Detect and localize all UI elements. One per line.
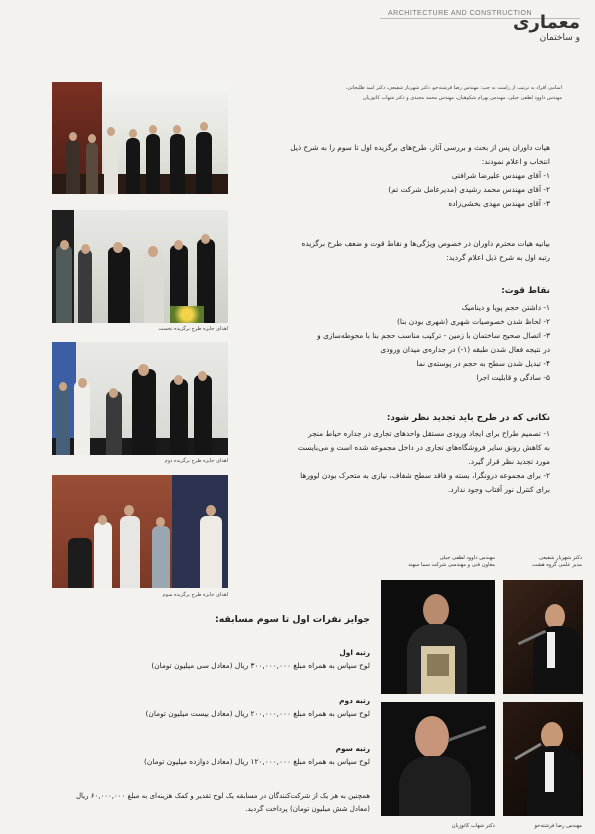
statement-line-1: بیانیه هیات محترم داوران در خصوص ویژگی‌ها و نقاط قوت و ضعف طرح برگزیده [301,239,550,248]
award-photo-first [52,210,228,323]
portrait-caption-fereshtehkhou: مهندس رضا فرشته‌خو [534,823,582,829]
revision-item: ۱- تصمیم طراح برای ایجاد ورودی مستقل واحدهای تجاری در جداره حیاط منجر [308,429,550,438]
revision-item: مورد تجدید نظر قرار گیرد. [468,457,550,466]
portrait-shafiei [503,580,583,694]
award-photo-second-caption: اهدای جایزه طرح برگزیده دوم [164,458,228,464]
revisions-title: نکاتی که در طرح باید تجدید نظر شود: [386,413,550,423]
strength-item: ۵- سادگی و قابلیت اجرا [476,373,550,382]
portrait-caption-shafiei [500,555,582,569]
strength-item: در نتیجه فعال شدن طبقه (۱-) در جداره‌ی میدان ورودی [380,345,550,354]
caption-line-2: مهندس داوود لطفی جیلی، مهندس بهرام شکوهیان، مهندس محمد مجیدی و دکتر شهاب کاتوزیان [362,95,562,101]
portrait-fereshtehkhou [503,702,583,816]
prize-rank-text: لوح سپاس به همراه مبلغ ۳۰۰,۰۰۰,۰۰۰ ریال (معادل سی میلیون تومان) [151,661,370,670]
intro-line-2: انتخاب و اعلام نمودند: [481,157,550,166]
award-photo-third-caption: اهدای جایزه طرح برگزیده سوم [162,592,228,598]
prize-rank-text: لوح سپاس به همراه مبلغ ۲۰۰,۰۰۰,۰۰۰ ریال (معادل بیست میلیون تومان) [145,709,370,718]
strength-item: ۴- تبدیل شدن سطح به حجم در پوسته‌ی نما [416,359,550,368]
strength-item: ۳- اتصال صحیح ساختمان با زمین - ترکیب مناسب حجم بنا با محوطه‌سازی و [317,331,550,340]
revision-item: به کاهش رونق سایر فروشگاه‌های تجاری در داخل مجموعه شده است و می‌بایست [297,443,550,452]
prizes-title: جوایز نفرات اول تا سوم مسابقه: [214,614,370,625]
prize-rank-text: لوح سپاس به همراه مبلغ ۱۲۰,۰۰۰,۰۰۰ ریال (معادل دوازده میلیون تومان) [144,757,370,766]
prizes-footer [52,790,370,816]
statement-line-2: رتبه اول به شرح ذیل اعلام گردید: [446,253,550,262]
strength-item: ۱- داشتن حجم پویا و دینامیک [461,303,550,312]
portrait-katouzian [381,702,495,816]
prizes-footer-line-1: همچنین به هر یک از شرکت‌کنندگان در مسابقه یک لوح تقدیر و کمک هزینه‌ای به مبلغ ۶۰,۰۰۰,۰۰۰ ریال [75,792,370,800]
award-photo-third [52,475,228,588]
revisions-section [250,411,550,497]
revision-item: ۲- برای مجموعه درونگرا، بسته و فاقد سطح شفاف، نیازی به متحرک بودن لوورها [300,471,550,480]
portrait-name: دکتر شهریار شفیعی [539,555,582,561]
award-photo-first-caption: اهدای جایزه طرح برگزیده نخست [158,326,228,332]
winner-1: ۱- آقای مهندس علیرضا شرافتی [451,171,550,180]
statement-paragraph [250,237,550,265]
prize-rank-title: رتبه دوم [339,696,370,705]
strengths-title: نقاط قوت: [501,286,550,296]
prize-rank-title: رتبه اول [339,648,370,657]
winner-3: ۳- آقای مهندس مهدی بخشی‌زاده [448,199,550,208]
revision-item: برای کنترل نور آفتاب وجود ندارد. [447,485,550,494]
strength-item: ۲- لحاظ شدن خصوصیات شهری (شهری بودن بنا) [396,317,550,326]
strengths-section [250,284,550,385]
caption-line-1: اسامی افراد به ترتیب از راست به چپ: مهندس رضا فرشته‌خو، دکتر شهریار شفیعی، دکتر امید طلیجانی، [345,85,562,91]
prize-rank-title: رتبه سوم [335,744,370,753]
portrait-role: مدیر علمی گروه هشت [532,562,582,568]
logo-main-text: معماری [513,12,580,33]
prizes-section [90,613,370,768]
magazine-logo [500,14,580,46]
prizes-footer-line-2: (معادل شش میلیون تومان) پرداخت گردید. [245,805,370,813]
winner-2: ۲- آقای مهندس محمد رشیدی (مدیرعامل شرکت تم) [388,185,550,194]
intro-paragraph [250,141,550,211]
group-photo [52,82,228,194]
group-photo-caption [232,83,562,103]
portrait-caption-lotfi [380,555,495,569]
portrait-lotfi [381,580,495,694]
intro-line-1: هیات داوران پس از بحث و بررسی آثار، طرح‌های برگزیده اول تا سوم را به شرح ذیل [290,143,550,152]
portrait-name: مهندس داوود لطفی جیلی [439,555,495,561]
portrait-caption-katouzian: دکتر شهاب کاتوزیان [451,823,495,829]
award-photo-second [52,342,228,455]
logo-sub-text: و ساختمان [539,33,580,43]
portrait-role: معاون فنی و مهندسی شرکت سما سهند [408,562,495,568]
section-header: ARCHITECTURE AND CONSTRUCTION [388,10,533,17]
